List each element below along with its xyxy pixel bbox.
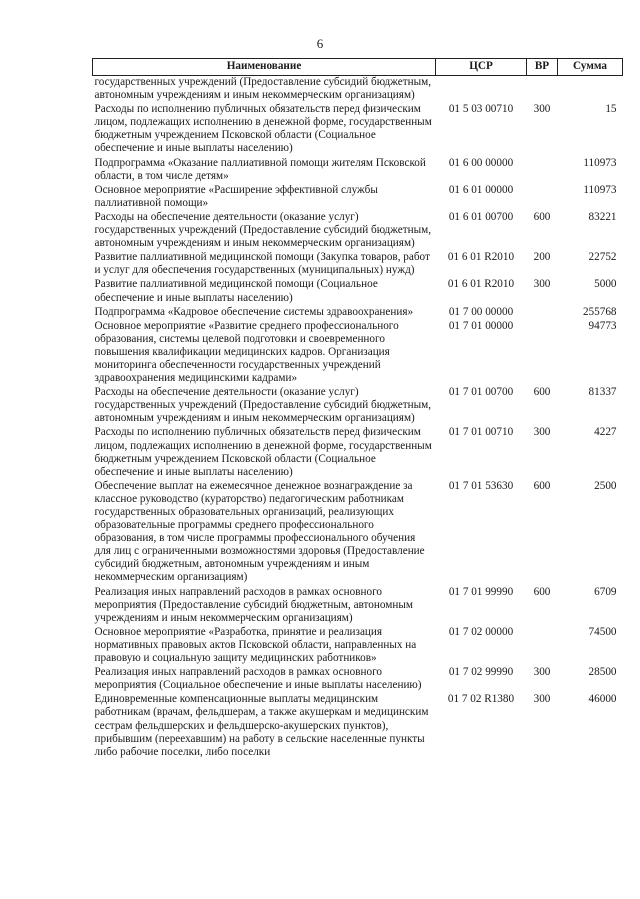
table-row (93, 251, 623, 278)
row-name: Реализация иных направлений расходов в рамках основного мероприятия (Предоставление субсидий бюджетным, автономным учреждениям и иным некоммерческим организациям) (94, 585, 413, 624)
row-sum: 46000 (588, 693, 617, 706)
row-name: Расходы по исполнению публичных обязательств перед физическим лицом, подлежащих исполнению в денежной форме, государственным бюджетным учреждением Псковской области (Социальное обеспечение и иные выплаты населению) (94, 426, 432, 478)
table-row (93, 586, 623, 626)
row-sum: 5000 (594, 278, 617, 291)
row-sum: 4227 (594, 426, 617, 439)
row-csr: 01 7 02 00000 (448, 625, 514, 638)
row-vr: 600 (533, 479, 551, 492)
table-row (93, 157, 623, 184)
row-sum: 28500 (588, 666, 617, 679)
row-sum: 110973 (583, 156, 617, 169)
row-csr: 01 6 01 R2010 (447, 251, 515, 264)
row-vr: 300 (533, 278, 551, 291)
row-sum: 15 (605, 103, 617, 116)
row-csr: 01 6 00 00000 (448, 156, 514, 169)
table-row (93, 306, 623, 320)
table-row (93, 320, 623, 386)
budget-table (92, 58, 623, 760)
row-csr: 01 5 03 00710 (448, 103, 514, 116)
row-vr (527, 76, 558, 104)
row-vr: 300 (533, 693, 551, 706)
row-name: Развитие паллиативной медицинской помощи (Закупка товаров, работ и услуг для обеспечения государственных (муниципальных) нужд) (94, 251, 430, 277)
row-vr: 300 (533, 426, 551, 439)
table-row (93, 666, 623, 693)
header-vr: ВР (527, 59, 558, 76)
row-vr: 300 (533, 666, 551, 679)
row-vr (527, 320, 558, 386)
table-row (93, 386, 623, 426)
row-csr: 01 7 01 00700 (448, 386, 514, 399)
row-name: Подпрограмма «Оказание паллиативной помощи жителям Псковской области, в том числе детям» (94, 156, 426, 182)
table-row (93, 693, 623, 759)
row-sum (558, 76, 623, 104)
row-name: Единовременные компенсационные выплаты медицинским работникам (врачам, фельдшерам, а также акушеркам и медицинским сестрам фельдшерских и фельдшерско-акушерских пунктов), прибывшим (переехавшим) на работу в сельские населенные пункты либо рабочие поселки, либо поселки (94, 693, 429, 758)
table-row (93, 76, 623, 104)
page-number: 6 (316, 36, 324, 51)
row-sum: 94773 (588, 319, 617, 332)
row-vr (527, 306, 558, 320)
row-csr: 01 7 02 99990 (448, 666, 514, 679)
row-vr: 300 (533, 103, 551, 116)
row-sum: 74500 (588, 625, 617, 638)
row-vr: 600 (533, 585, 551, 598)
row-sum: 83221 (588, 210, 617, 223)
row-sum: 255768 (582, 305, 617, 318)
row-csr: 01 7 01 53630 (448, 479, 514, 492)
table-row (93, 103, 623, 156)
table-row (93, 278, 623, 305)
row-csr: 01 7 00 00000 (448, 305, 514, 318)
row-name: Основное мероприятие «Развитие среднего профессионального образования, системы целевой подготовки и своевременного повышения квалификации медицинских кадров. Организация мониторинга обеспеченности государственных учреждений здравоохранения медицинскими кадрами» (94, 319, 399, 385)
row-sum: 2500 (594, 479, 617, 492)
row-sum: 110973 (583, 183, 617, 196)
row-name: Расходы по исполнению публичных обязательств перед физическим лицом, подлежащих исполнению в денежной форме, государственным бюджетным учреждением Псковской области (Социальное обеспечение и иные выплаты населению) (94, 103, 432, 155)
header-csr: ЦСР (436, 59, 527, 76)
row-csr: 01 6 01 R2010 (447, 278, 515, 291)
row-name: Основное мероприятие «Разработка, принятие и реализация нормативных правовых актов Псковской области, направленных на правовую и социальную защиту медицинских работников» (94, 625, 417, 665)
row-csr: 01 7 02 R1380 (447, 693, 515, 706)
row-csr: 01 6 01 00000 (448, 183, 514, 196)
row-vr: 600 (533, 386, 551, 399)
table-body (93, 76, 623, 760)
row-name: Обеспечение выплат на ежемесячное денежное вознаграждение за классное руководство (кураторство) педагогическим работникам государственных образовательных организаций, реализующих образовательные программы среднего профессионального образования, в том числе программы профессионального обучения для лиц с ограниченными возможностями здоровья (Предоставление субсидий бюджетным, автономным учреждениям и иным некоммерческим организациям) (94, 479, 425, 584)
row-name: Основное мероприятие «Расширение эффективной службы паллиативной помощи» (94, 183, 378, 209)
row-csr (436, 76, 527, 104)
row-sum: 81337 (588, 386, 617, 399)
table-header (93, 59, 623, 76)
table-row (93, 626, 623, 666)
header-name: Наименование (93, 59, 436, 76)
table-row (93, 211, 623, 251)
row-name: Расходы на обеспечение деятельности (оказание услуг) государственных учреждений (Предоставление субсидий бюджетным, автономным учреждениям и иным некоммерческим организациям) (94, 210, 432, 250)
table-row (93, 426, 623, 479)
row-name: Подпрограмма «Кадровое обеспечение системы здравоохранения» (94, 305, 414, 318)
row-vr (527, 626, 558, 666)
row-name: государственных учреждений (Предоставление субсидий бюджетным, автономным учреждениям и иным некоммерческим организациям) (94, 76, 432, 102)
row-name: Расходы на обеспечение деятельности (оказание услуг) государственных учреждений (Предоставление субсидий бюджетным, автономным учреждениям и иным некоммерческим организациям) (94, 386, 432, 425)
row-name: Развитие паллиативной медицинской помощи (Социальное обеспечение и иные выплаты населению) (94, 278, 378, 304)
row-csr: 01 7 01 99990 (448, 585, 514, 598)
row-vr: 200 (533, 251, 551, 264)
row-vr (527, 157, 558, 184)
row-name: Реализация иных направлений расходов в рамках основного мероприятия (Социальное обеспечение и иные выплаты населению) (94, 666, 422, 692)
row-vr: 600 (533, 210, 551, 223)
header-sum: Сумма (558, 59, 623, 76)
row-csr: 01 7 01 00710 (448, 426, 514, 439)
row-csr: 01 6 01 00700 (448, 210, 514, 223)
table-row (93, 480, 623, 586)
row-sum: 22752 (588, 251, 617, 264)
row-sum: 6709 (594, 585, 617, 598)
row-vr (527, 184, 558, 211)
row-csr: 01 7 01 00000 (448, 319, 514, 332)
table-row (93, 184, 623, 211)
